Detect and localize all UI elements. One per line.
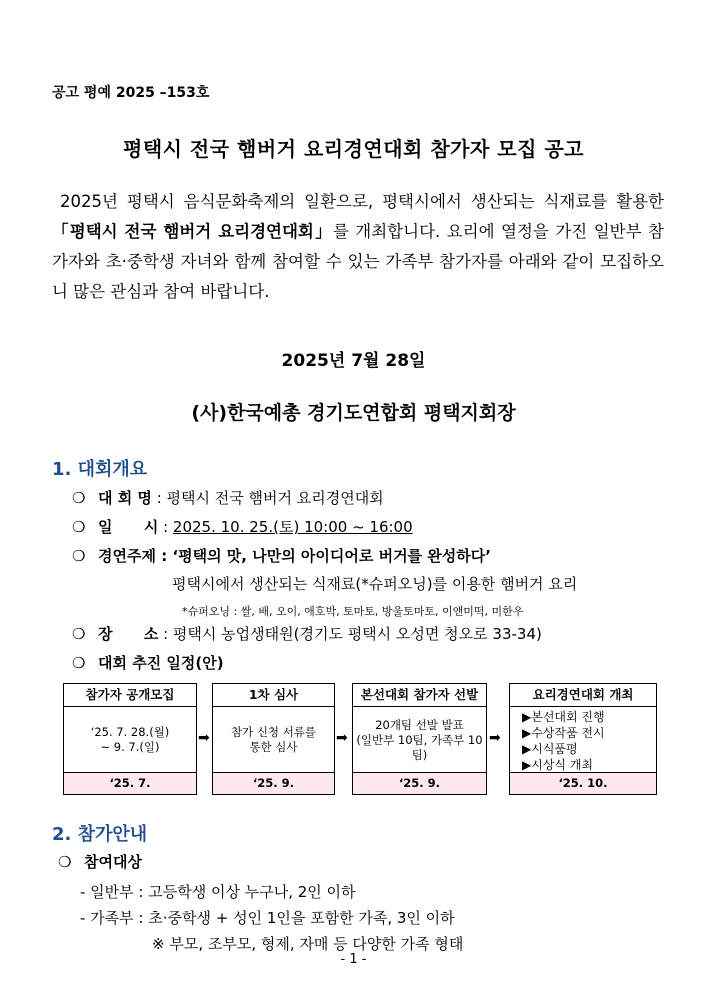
schedule-box-body (353, 706, 486, 774)
schedule-row (72, 652, 224, 673)
document-title: 평택시 전국 햄버거 요리경연대회 참가자 모집 공고 (123, 137, 584, 161)
section2-heading: 2. 참가안내 (52, 824, 148, 845)
schedule-box-period: ‘25. 9. (213, 772, 334, 794)
circle-bullet-icon: ❍ (72, 518, 86, 536)
schedule-box-title: 요리경연대회 개최 (510, 684, 656, 707)
event-name-value: : 평택시 전국 햄버거 요리경연대회 (151, 489, 384, 507)
event-name-label: 대 회 명 (98, 489, 152, 507)
schedule-box-period: ‘25. 9. (353, 772, 486, 794)
event-date-label: 일 시 (98, 518, 159, 536)
circle-bullet-icon: ❍ (72, 654, 86, 672)
venue-value: : 평택시 농업생태원(경기도 평택시 오성면 청오로 33-34) (158, 625, 542, 643)
theme-footnote: *슈퍼오닝 : 쌀, 배, 오이, 애호박, 토마토, 방울토마토, 이앤미떡, 미한우 (182, 605, 524, 618)
schedule-label: 대회 추진 일정(안) (98, 654, 224, 672)
event-date-sep: : (158, 518, 173, 536)
right-arrow-icon: ➡ (198, 730, 210, 746)
circle-bullet-icon: ❍ (72, 625, 86, 643)
event-name-row (72, 487, 384, 508)
schedule-box-period: ‘25. 10. (510, 772, 656, 794)
schedule-box-screening (212, 683, 335, 795)
schedule-box-line: 참가 신청 서류를 (230, 725, 317, 739)
schedule-box-body (64, 706, 196, 774)
schedule-box-title: 1차 심사 (213, 684, 334, 707)
venue-label: 장 소 (98, 625, 159, 643)
schedule-box-line: ▶시상식 개최 (522, 758, 594, 772)
family-note: ※ 부모, 조부모, 형제, 자매 등 다양한 가족 형태 (152, 935, 464, 953)
schedule-box-body (213, 706, 334, 774)
schedule-box-line: ~ 9. 7.(일) (100, 740, 160, 754)
circle-bullet-icon: ❍ (72, 489, 86, 507)
intro-part1: 2025년 평택시 음식문화축제의 일환으로, 평택시에서 생산되는 식재료를 활용한 (60, 192, 664, 211)
announcement-date: 2025년 7월 28일 (281, 351, 426, 371)
theme-label: 경연주제 (98, 547, 156, 565)
schedule-box-period: ‘25. 7. (64, 772, 196, 794)
schedule-box-line: ▶본선대회 진행 (522, 710, 605, 724)
schedule-box-line: ‘25. 7. 28.(월) (90, 725, 170, 739)
intro-event-name: 「평택시 전국 햄버거 요리경연대회」 (52, 222, 333, 241)
page-number: - 1 - (340, 952, 367, 967)
circle-bullet-icon: ❍ (58, 853, 72, 871)
event-date-row (72, 516, 413, 537)
intro-part2: 를 개최합니다. 요리에 열정을 가진 일반부 참가자와 초·중학생 자녀와 함께 참여할 수 있는 가족부 참가자를 아래와 같이 모집하오니 많은 관심과 참여 바랍니다. (52, 222, 664, 301)
theme-value: : ‘평택의 맛, 나만의 아이디어로 버거를 완성하다’ (155, 547, 491, 565)
venue-row (72, 623, 542, 644)
schedule-box-line: ▶수상작품 전시 (522, 726, 605, 740)
schedule-box-title: 본선대회 참가자 선발 (353, 684, 486, 707)
schedule-box-body (522, 709, 605, 773)
theme-description: 평택시에서 생산되는 식재료(*슈퍼오닝)를 이용한 햄버거 요리 (172, 575, 578, 593)
schedule-box-line: 통한 심사 (249, 740, 298, 754)
schedule-box-line: (일반부 10팀, 가족부 10팀) (356, 732, 483, 762)
general-division: - 일반부 : 고등학생 이상 누구나, 2인 이하 (80, 883, 356, 901)
schedule-box-recruitment (63, 683, 197, 795)
theme-row (72, 545, 491, 566)
schedule-box-contest (509, 683, 657, 795)
schedule-box-title: 참가자 공개모집 (64, 684, 196, 707)
family-division: - 가족부 : 초·중학생 + 성인 1인을 포함한 가족, 3인 이하 (80, 909, 455, 927)
organization-name: (사)한국예총 경기도연합회 평택지회장 (191, 402, 516, 424)
right-arrow-icon: ➡ (336, 730, 348, 746)
schedule-box-selection (352, 683, 487, 795)
section1-heading: 1. 대회개요 (52, 459, 148, 480)
notice-number: 공고 평예 2025 –153호 (52, 85, 210, 101)
target-label: 참여대상 (84, 853, 142, 871)
circle-bullet-icon: ❍ (72, 547, 86, 565)
intro-paragraph (52, 187, 664, 307)
target-row (58, 851, 142, 872)
right-arrow-icon: ➡ (489, 730, 501, 746)
event-date-value: 2025. 10. 25.(토) 10:00 ~ 16:00 (172, 518, 413, 536)
schedule-box-line: 20개팀 선발 발표 (375, 717, 464, 732)
schedule-box-line: ▶시식품평 (522, 742, 578, 756)
